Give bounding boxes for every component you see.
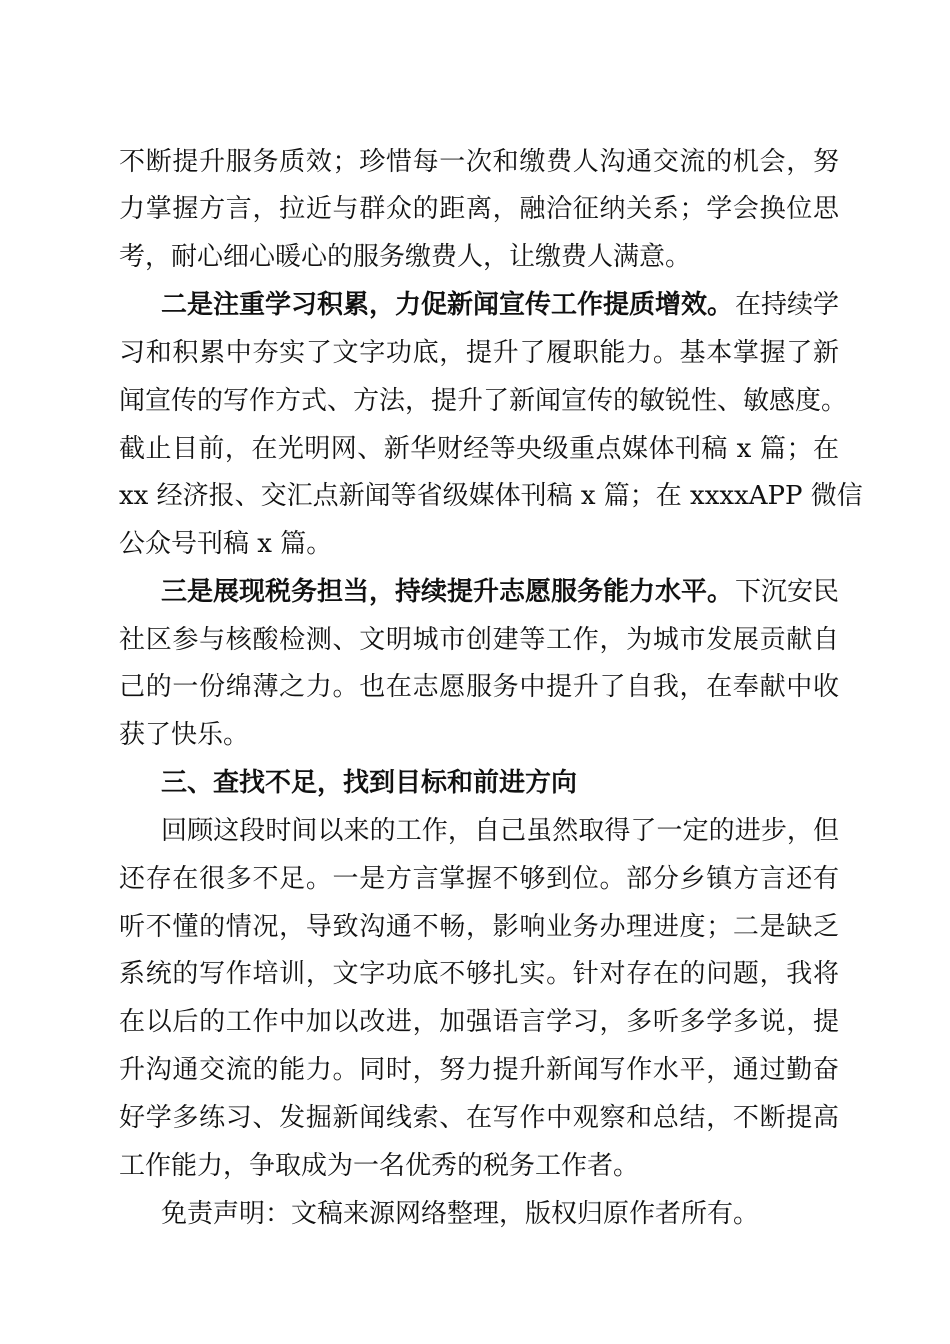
paragraph-4-line-7: 好学多练习、发掘新闻线索、在写作中观察和总结，不断提高 [119, 1103, 839, 1133]
paragraph-3-line-1-rest: 下沉安民 [734, 577, 839, 607]
paragraph-4-line-5: 在以后的工作中加以改进，加强语言学习，多听多学多说，提 [119, 1007, 839, 1037]
paragraph-3-line-4: 获了快乐。 [119, 720, 250, 750]
paragraph-2-line-4: 截止目前，在光明网、新华财经等央级重点媒体刊稿 x 篇；在 [119, 434, 839, 464]
paragraph-4-line-6: 升沟通交流的能力。同时，努力提升新闻写作水平，通过勤奋 [119, 1055, 839, 1085]
paragraph-2-line-6: 公众号刊稿 x 篇。 [119, 529, 333, 559]
paragraph-3-lead: 三是展现税务担当，持续提升志愿服务能力水平。 [161, 577, 734, 607]
paragraph-1-line-1: 不断提升服务质效；珍惜每一次和缴费人沟通交流的机会，努 [119, 147, 839, 177]
paragraph-4-line-1: 回顾这段时间以来的工作，自己虽然取得了一定的进步，但 [161, 816, 839, 846]
paragraph-3-line-2: 社区参与核酸检测、文明城市创建等工作，为城市发展贡献自 [119, 625, 839, 655]
paragraph-4-line-8: 工作能力，争取成为一名优秀的税务工作者。 [119, 1151, 640, 1181]
paragraph-2-line-1-rest: 在持续学 [734, 290, 839, 320]
paragraph-4-line-3: 听不懂的情况，导致沟通不畅，影响业务办理进度；二是缺乏 [119, 912, 839, 942]
paragraph-1-line-3: 考，耐心细心暖心的服务缴费人，让缴费人满意。 [119, 242, 692, 272]
paragraph-2-line-2: 习和积累中夯实了文字功底，提升了履职能力。基本掌握了新 [119, 338, 839, 368]
paragraph-4-line-2: 还存在很多不足。一是方言掌握不够到位。部分乡镇方言还有 [119, 864, 839, 894]
paragraph-1-line-2: 力掌握方言，拉近与群众的距离，融洽征纳关系；学会换位思 [119, 194, 839, 224]
paragraph-2-lead: 二是注重学习积累，力促新闻宣传工作提质增效。 [161, 290, 734, 320]
paragraph-3-line-1 [161, 568, 839, 616]
paragraph-4-line-4: 系统的写作培训，文字功底不够扎实。针对存在的问题，我将 [119, 959, 839, 989]
section-heading: 三、查找不足，找到目标和前进方向 [161, 768, 578, 798]
paragraph-2-line-1 [161, 281, 839, 329]
disclaimer: 免责声明：文稿来源网络整理，版权归原作者所有。 [161, 1199, 760, 1229]
paragraph-2-line-3: 闻宣传的写作方式、方法，提升了新闻宣传的敏锐性、敏感度。 [119, 386, 848, 416]
paragraph-2-line-5: xx 经济报、交汇点新闻等省级媒体刊稿 x 篇；在 xxxxAPP 微信 [119, 481, 863, 511]
paragraph-3-line-3: 己的一份绵薄之力。也在志愿服务中提升了自我，在奉献中收 [119, 672, 839, 702]
